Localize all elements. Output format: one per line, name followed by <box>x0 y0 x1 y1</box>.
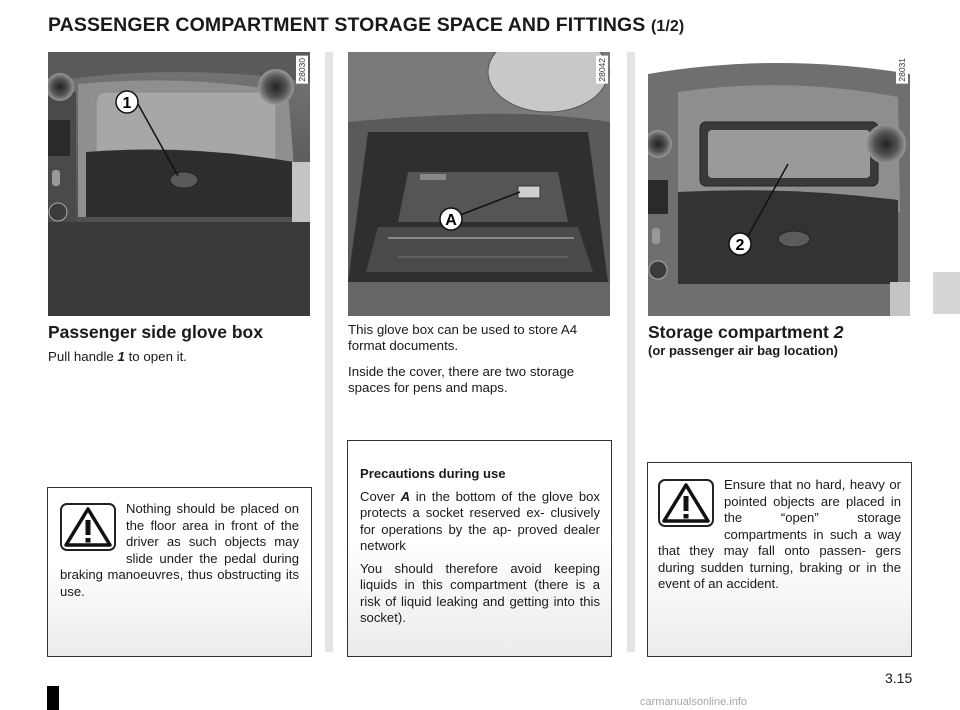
photo-storage-compartment <box>648 52 910 316</box>
warning-triangle-icon <box>658 479 714 527</box>
photo-glove-box-interior <box>348 52 610 316</box>
section-thumb-tab <box>933 272 960 314</box>
column-divider-right <box>627 52 635 652</box>
precautions-title: Precautions during use <box>360 466 506 481</box>
callout-1: 1 <box>122 95 132 112</box>
ref-2: 2 <box>833 322 844 342</box>
heading-storage-compartment: Storage compartment 2 <box>648 322 844 342</box>
warning-floor-text: Nothing should be placed on the floor area in front of the driver as such objects may slide under the pedal during braking manoeuvres, thus obstructing its use. <box>60 501 299 599</box>
glove-box-interior-illustration <box>348 52 610 316</box>
watermark[interactable]: carmanualsonline.info <box>640 696 748 708</box>
warning-box-storage <box>647 462 912 657</box>
ref-1: 1 <box>117 349 125 364</box>
page-title-text: PASSENGER COMPARTMENT STORAGE SPACE AND FITTINGS <box>48 14 646 36</box>
warning-box-floor <box>47 487 312 657</box>
callout-a: A <box>445 212 457 229</box>
subheading-air-bag-location: (or passenger air bag location) <box>648 343 838 358</box>
ref-a: A <box>400 488 411 504</box>
page-number: 3.15 <box>885 670 913 686</box>
precautions-para-1: Cover A in the bottom of the glove box protects a socket reserved ex- clusively for operations by the ap- proved dealer network <box>360 488 600 553</box>
photo-ref-number: 28031 <box>897 58 907 82</box>
column-divider-left <box>325 52 333 652</box>
callout-2: 2 <box>735 237 745 254</box>
storage-compartment-illustration <box>648 52 910 316</box>
warning-triangle-icon <box>60 503 116 551</box>
photo-passenger-glove-box <box>48 52 310 316</box>
middle-para-1: This glove box can be used to store A4 format documents. <box>348 322 578 353</box>
corner-mark <box>47 686 59 710</box>
glove-box-instruction: Pull handle 1 to open it. <box>48 349 188 364</box>
page-title <box>48 14 684 37</box>
middle-para-2: Inside the cover, there are two storage spaces for pens and maps. <box>348 364 575 395</box>
precautions-box <box>347 440 612 657</box>
heading-passenger-glove-box: Passenger side glove box <box>48 322 263 342</box>
photo-ref-number: 28030 <box>297 58 307 82</box>
photo-ref-number: 28042 <box>597 58 607 82</box>
glove-box-illustration <box>48 52 310 316</box>
warning-storage-text: Ensure that no hard, heavy or pointed objects are placed in the “open” storage compartments in such a way that they may fall onto passen- gers during sudden turning, braking or in the event of an accident. <box>658 477 901 591</box>
page-title-suffix: (1/2) <box>650 18 685 35</box>
precautions-para-2: You should therefore avoid keeping liquids in this compartment (there is a risk of liquid leaking and getting into this socket). <box>360 560 600 625</box>
